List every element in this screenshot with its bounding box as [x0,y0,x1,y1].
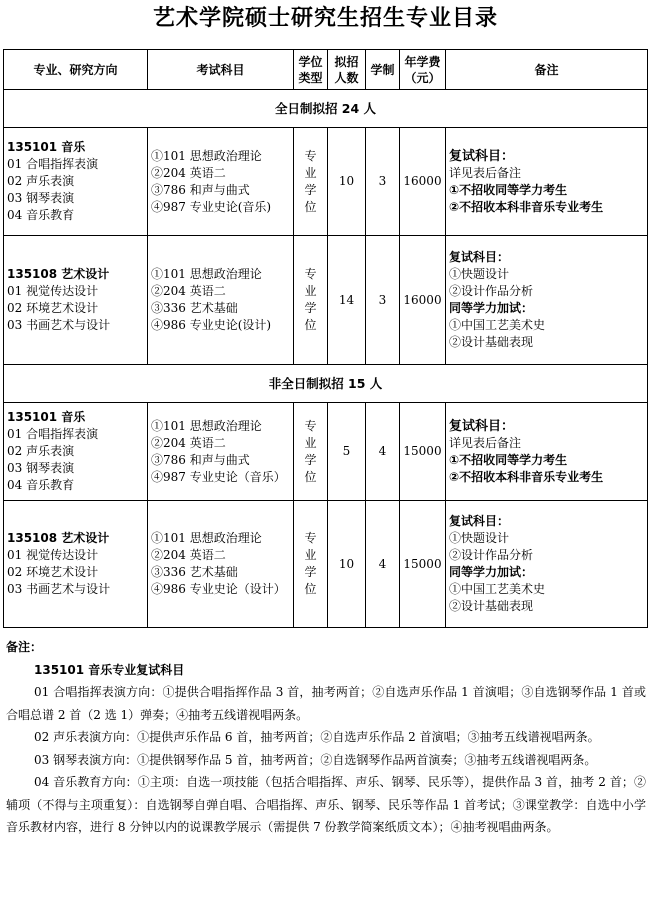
header-degree-type [294,50,328,90]
quota-cell: 5 [328,403,366,501]
degree-cell [294,403,328,501]
tuition-cell: 16000 [400,236,446,365]
exam-subject: ③786 和声与曲式 [151,452,250,467]
header-quota-line: 拟招 [334,54,359,69]
degree-char: 位 [304,582,317,596]
remark-title: 复试科目： [449,514,510,528]
remark-title: 复试科目： [449,148,515,164]
duration-cell: 4 [366,501,400,628]
notes-paragraph: 02 声乐表演方向：①提供声乐作品 6 首，抽考两首；②自选声乐作品 2 首演唱；③抽考五线谱视唱两条。 [34,730,600,744]
degree-char: 业 [304,435,317,450]
degree-char: 位 [304,469,317,484]
section-row-parttime [4,365,648,403]
exam-subject: ①101 思想政治理论 [151,418,262,433]
degree-char: 专 [304,148,317,163]
exam-cell [148,501,294,628]
duration-cell: 3 [366,236,400,365]
duration-cell: 4 [366,403,400,501]
remark-line: 同等学力加试： [449,565,534,579]
header-major: 专业、研究方向 [4,50,148,90]
remarks-cell [446,236,648,365]
exam-subject: ④987 专业史论(音乐) [151,199,272,214]
header-tuition [400,50,446,90]
exam-subject: ②204 英语二 [151,435,226,450]
degree-char: 业 [304,548,317,562]
duration-cell: 3 [366,128,400,236]
exam-subject: ②204 英语二 [151,284,226,298]
exam-subject: ①101 思想政治理论 [151,267,262,281]
direction: 02 声乐表演 [7,174,75,188]
table-row [4,128,648,236]
direction: 03 书画艺术与设计 [7,582,111,596]
exam-subject: ③786 和声与曲式 [151,182,250,197]
direction: 01 合唱指挥表演 [7,157,99,171]
table-row [4,236,648,365]
major-cell [4,403,148,501]
header-quota [328,50,366,90]
remark-line: ①中国工艺美术史 [449,318,546,332]
exam-subject: ②204 英语二 [151,165,226,180]
degree-char: 学 [304,182,317,197]
remark-title: 复试科目： [449,250,510,264]
tuition-cell: 15000 [400,501,446,628]
degree-char: 业 [304,165,317,180]
header-degree-type-line: 类型 [298,70,323,85]
remarks-cell [446,128,648,236]
degree-char: 学 [304,565,317,579]
degree-char: 学 [304,301,317,315]
major-cell [4,236,148,365]
notes-paragraph: 03 钢琴表演方向：①提供钢琴作品 5 首，抽考两首；②自选钢琴作品两首演奏；③抽考五线谱视唱两条。 [34,752,597,767]
exam-subject: ③336 艺术基础 [151,301,238,315]
header-tuition-line: （元） [404,70,441,85]
remark-line: ②不招收本科非音乐专业考生 [449,199,604,214]
degree-char: 位 [304,199,317,214]
degree-char: 学 [304,452,317,467]
direction: 03 钢琴表演 [7,191,75,205]
remarks-cell [446,403,648,501]
exam-cell [148,236,294,365]
direction: 01 视觉传达设计 [7,284,99,298]
section-label: 全日制拟招 24 人 [4,90,648,128]
exam-subject: ④987 专业史论（音乐） [151,469,286,484]
remark-line: 同等学力加试： [449,301,534,315]
direction: 03 书画艺术与设计 [7,318,111,332]
direction: 04 音乐教育 [7,478,75,492]
remark-line: ②设计作品分析 [449,284,534,298]
degree-char: 专 [304,418,317,433]
direction: 01 视觉传达设计 [7,548,99,562]
degree-char: 专 [304,267,317,281]
header-degree-type-line: 学位 [298,54,323,69]
exam-subject: ①101 思想政治理论 [151,148,262,163]
quota-cell: 14 [328,236,366,365]
section-row-fulltime [4,90,648,128]
direction: 03 钢琴表演 [7,461,75,475]
major-cell [4,128,148,236]
notes-paragraph: 01 合唱指挥表演方向：①提供合唱指挥作品 3 首，抽考两首；②自选声乐作品 1 首演唱；③自选钢琴作品 1 首或合唱总谱 2 首（2 选 1）弹奏；④抽考五线谱视唱两条。 [6,685,646,722]
notes-subheading: 135101 音乐专业复试科目 [34,662,185,677]
remark-line: 详见表后备注 [449,165,522,180]
exam-cell [148,403,294,501]
page-title: 艺术学院硕士研究生招生专业目录 [152,6,498,31]
remark-line: ②设计基础表现 [449,335,534,349]
remark-line: ①快题设计 [449,267,510,281]
degree-cell [294,128,328,236]
table-header-row [4,50,648,90]
degree-char: 专 [304,531,317,545]
major-code: 135108 艺术设计 [7,531,110,545]
notes-heading: 备注： [6,640,43,654]
remark-line: ②设计基础表现 [449,599,534,613]
section-label: 非全日制拟招 15 人 [4,365,648,403]
major-code: 135108 艺术设计 [7,267,110,281]
major-code: 135101 音乐 [7,140,86,154]
remark-title: 复试科目： [449,418,515,434]
major-code: 135101 音乐 [7,410,86,424]
table-row [4,403,648,501]
remark-line: ②不招收本科非音乐专业考生 [449,469,604,484]
exam-subject: ④986 专业史论(设计) [151,318,272,332]
remark-line: ①不招收同等学力考生 [449,452,568,467]
exam-subject: ①101 思想政治理论 [151,531,262,545]
header-quota-line: 人数 [334,70,359,85]
direction: 02 环境艺术设计 [7,301,99,315]
degree-char: 业 [304,284,317,298]
exam-subject: ④986 专业史论（设计） [151,582,286,596]
direction: 04 音乐教育 [7,208,75,222]
degree-char: 位 [304,318,317,332]
notes-paragraph: 04 音乐教育方向：①主项：自选一项技能（包括合唱指挥、声乐、钢琴、民乐等），提供作品 3 首，抽考 2 首；②辅项（不得与主项重复）：自选钢琴自弹自唱、合唱指挥、声乐、钢琴、民乐等作品 1 首考试；③课堂教学：自选中小学音乐教材内容，进行 8 分钟以内的说课教学展示（需提供 7 份教学简案纸质文本）；④抽考视唱曲两条。 [6,775,646,834]
remark-line: ②设计作品分析 [449,548,534,562]
table-row [4,501,648,628]
exam-subject: ③336 艺术基础 [151,565,238,579]
quota-cell: 10 [328,128,366,236]
tuition-cell: 16000 [400,128,446,236]
header-duration: 学制 [366,50,400,90]
direction: 02 环境艺术设计 [7,565,99,579]
tuition-cell: 15000 [400,403,446,501]
header-remarks: 备注 [446,50,648,90]
quota-cell: 10 [328,501,366,628]
catalog-table [3,49,648,628]
notes-section [6,636,646,839]
degree-cell [294,501,328,628]
header-exam: 考试科目 [148,50,294,90]
exam-cell [148,128,294,236]
direction: 02 声乐表演 [7,444,75,458]
remarks-cell [446,501,648,628]
remark-line: ①不招收同等学力考生 [449,182,568,197]
degree-cell [294,236,328,365]
remark-line: ①中国工艺美术史 [449,582,546,596]
major-cell [4,501,148,628]
remark-line: 详见表后备注 [449,435,522,450]
exam-subject: ②204 英语二 [151,548,226,562]
direction: 01 合唱指挥表演 [7,427,99,441]
remark-line: ①快题设计 [449,531,510,545]
header-tuition-line: 年学费 [404,54,441,69]
